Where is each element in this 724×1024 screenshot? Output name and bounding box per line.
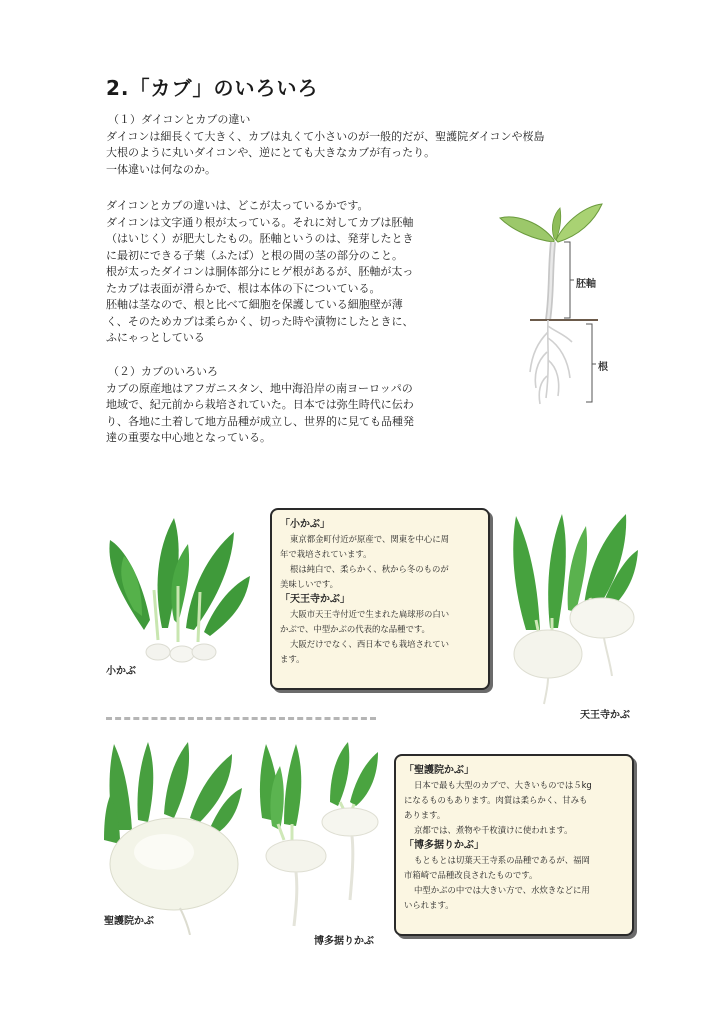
hakata-photo <box>256 740 382 930</box>
tennoji-caption: 天王寺かぶ <box>580 710 630 721</box>
intro-line: ダイコンは細長くて大きく、カブは丸くて小さいのが一般的だが、聖護院ダイコンや桜島 <box>106 129 545 143</box>
hakata-title: 「博多据りかぶ」 <box>404 840 484 851</box>
paragraph-line: たカブは表面が滑らかで、根は本体の下についている。 <box>106 281 381 295</box>
plant-diagram <box>490 192 630 424</box>
paragraph-line: く、そのためカブは柔らかく、切った時や漬物にしたときに、 <box>106 314 414 328</box>
shogoin-text: になるものもあります。肉質は柔らかく、甘みも <box>404 795 588 805</box>
tennoji-text: ます。 <box>280 654 305 664</box>
tennoji-text: 大阪だけでなく、西日本でも栽培されてい <box>290 639 449 649</box>
paragraph-line: り、各地に土着して地方品種が成立し、世界的に見ても品種発 <box>106 414 414 428</box>
tennoji-title: 「天王寺かぶ」 <box>280 594 350 605</box>
kokabu-text: 美味しいです。 <box>280 579 338 589</box>
kokabu-photo <box>104 510 254 670</box>
seedling-illustration <box>490 192 630 424</box>
section2 <box>106 364 480 447</box>
hakata-caption: 博多据りかぶ <box>314 936 374 947</box>
section2-heading: （２）カブのいろいろ <box>108 365 218 378</box>
shogoin-text: あります。 <box>404 810 446 820</box>
paragraph-line: カブの原産地はアフガニスタン、地中海沿岸の南ヨーロッパの <box>106 381 413 395</box>
tennoji-text: かぶで、中型かぶの代表的な品種です。 <box>280 624 430 634</box>
paragraph-line: ふにゃっとしている <box>106 331 205 344</box>
intro-line: 一体違いは何なのか。 <box>106 162 216 176</box>
root-label: 根 <box>598 362 608 373</box>
tennoji-text: 大阪市天王寺付近で生まれた扁球形の白い <box>290 609 450 619</box>
kokabu-text: 根は純白で、柔らかく、秋から冬のものが <box>290 564 449 574</box>
page-title: 2.「カブ」のいろいろ <box>106 76 319 100</box>
shogoin-text: 京都では、煮物や千枚漬けに使われます。 <box>414 825 573 835</box>
divider <box>106 717 376 720</box>
hakata-text: 市箱崎で品種改良されたものです。 <box>404 870 538 880</box>
shogoin-text: 日本で最も大型のカブで、大きいものでは５kg <box>414 780 592 790</box>
paragraph-line: 根が太ったダイコンは胴体部分にヒゲ根があるが、胚軸が太っ <box>106 265 414 278</box>
kokabu-title: 「小かぶ」 <box>280 519 330 530</box>
kokabu-text: 東京都金町付近が原産で、関東を中心に周 <box>290 534 449 544</box>
paragraph-line: ダイコンとカブの違いは、どこが太っているかです。 <box>106 199 369 212</box>
hakata-text: もともとは切葉天王寺系の品種であるが、福岡 <box>414 855 590 865</box>
kokabu-text: 年で栽培されています。 <box>280 549 372 559</box>
hypocotyl-label: 胚軸 <box>576 279 596 290</box>
shogoin-caption: 聖護院かぶ <box>104 916 154 927</box>
section1-intro <box>106 112 646 178</box>
tennoji-photo <box>506 510 640 705</box>
paragraph-line: 地域で、紀元前から栽培されていた。日本では弥生時代に伝わ <box>106 398 414 411</box>
paragraph-line: に最初にできる子葉（ふたば）と根の間の茎の部分のこと。 <box>106 248 403 262</box>
hakata-text: 中型かぶの中では大きい方で、水炊きなどに用 <box>414 885 590 895</box>
difference-paragraph <box>106 198 480 347</box>
kokabu-tennoji-info-box <box>270 508 490 690</box>
paragraph-line: 胚軸は茎なので、根と比べて細胞を保護している細胞壁が薄 <box>106 298 403 311</box>
shogoin-title: 「聖護院かぶ」 <box>404 765 474 776</box>
intro-line: 大根のように丸いダイコンや、逆にとても大きなカブが有ったり。 <box>106 146 436 159</box>
section1-heading: （１）ダイコンとカブの違い <box>108 113 251 126</box>
kokabu-caption: 小かぶ <box>106 666 136 677</box>
shogoin-photo <box>104 740 244 935</box>
paragraph-line: ダイコンは文字通り根が太っている。それに対してカブは胚軸 <box>106 215 414 229</box>
paragraph-line: 達の重要な中心地となっている。 <box>106 431 271 444</box>
shogoin-hakata-info-box <box>394 754 634 936</box>
hakata-text: いられます。 <box>404 900 454 910</box>
paragraph-line: （はいじく）が肥大したもの。胚軸というのは、発芽したとき <box>106 232 414 245</box>
